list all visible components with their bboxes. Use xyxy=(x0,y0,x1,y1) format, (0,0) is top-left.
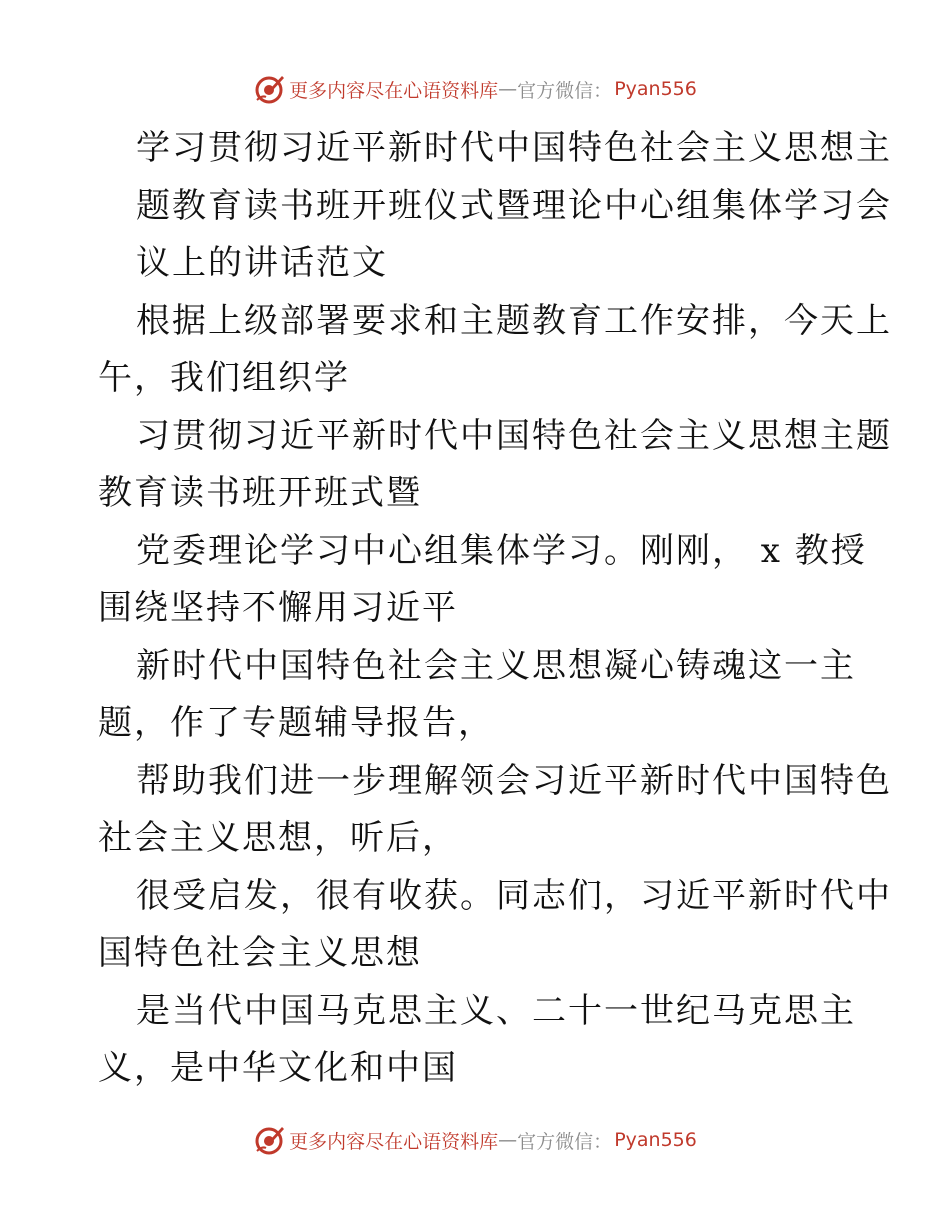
footer-dash: — xyxy=(498,1129,518,1151)
brush-pen-logo-icon xyxy=(253,1124,285,1156)
header-wechat-account: Pyan556 xyxy=(614,78,697,100)
body-line: 义，是中华文化和中国 xyxy=(98,1048,458,1088)
body-line: 党委理论学习中心组集体学习。刚刚， x 教授 xyxy=(136,530,867,571)
title-line: 议上的讲话范文 xyxy=(136,243,388,283)
body-line: 围绕坚持不懈用习近平 xyxy=(98,588,458,628)
body-line: 社会主义思想，听后， xyxy=(98,818,458,858)
brush-pen-logo-icon xyxy=(253,73,285,105)
footer-wechat-label: 官方微信： xyxy=(517,1130,613,1153)
body-line: 国特色社会主义思想 xyxy=(98,933,422,973)
header-dash: — xyxy=(498,78,518,100)
body-line: 习贯彻习近平新时代中国特色社会主义思想主题 xyxy=(136,415,892,456)
body-line: 根据上级部署要求和主题教育工作安排，今天上 xyxy=(136,300,892,341)
body-line: 新时代中国特色社会主义思想凝心铸魂这一主 xyxy=(136,645,856,686)
title-line: 学习贯彻习近平新时代中国特色社会主义思想主 xyxy=(136,128,892,168)
footer-wechat-account: Pyan556 xyxy=(614,1129,697,1151)
header-wechat-label: 官方微信： xyxy=(517,79,613,102)
title-line: 题教育读书班开班仪式暨理论中心组集体学习会 xyxy=(136,185,892,226)
body-line: 是当代中国马克思主义、二十一世纪马克思主 xyxy=(136,990,856,1031)
footer-banner xyxy=(0,1123,950,1157)
footer-brand-text: 更多内容尽在心语资料库 xyxy=(289,1130,499,1153)
body-line: 很受启发，很有收获。同志们，习近平新时代中 xyxy=(136,875,892,916)
body-line: 午，我们组织学 xyxy=(98,358,350,398)
header-brand-text: 更多内容尽在心语资料库 xyxy=(289,79,499,102)
body-line: 题，作了专题辅导报告， xyxy=(98,703,494,743)
header-banner xyxy=(0,72,950,106)
document-body xyxy=(98,120,892,1098)
body-line: 帮助我们进一步理解领会习近平新时代中国特色 xyxy=(136,760,892,801)
body-line: 教育读书班开班式暨 xyxy=(98,473,422,513)
